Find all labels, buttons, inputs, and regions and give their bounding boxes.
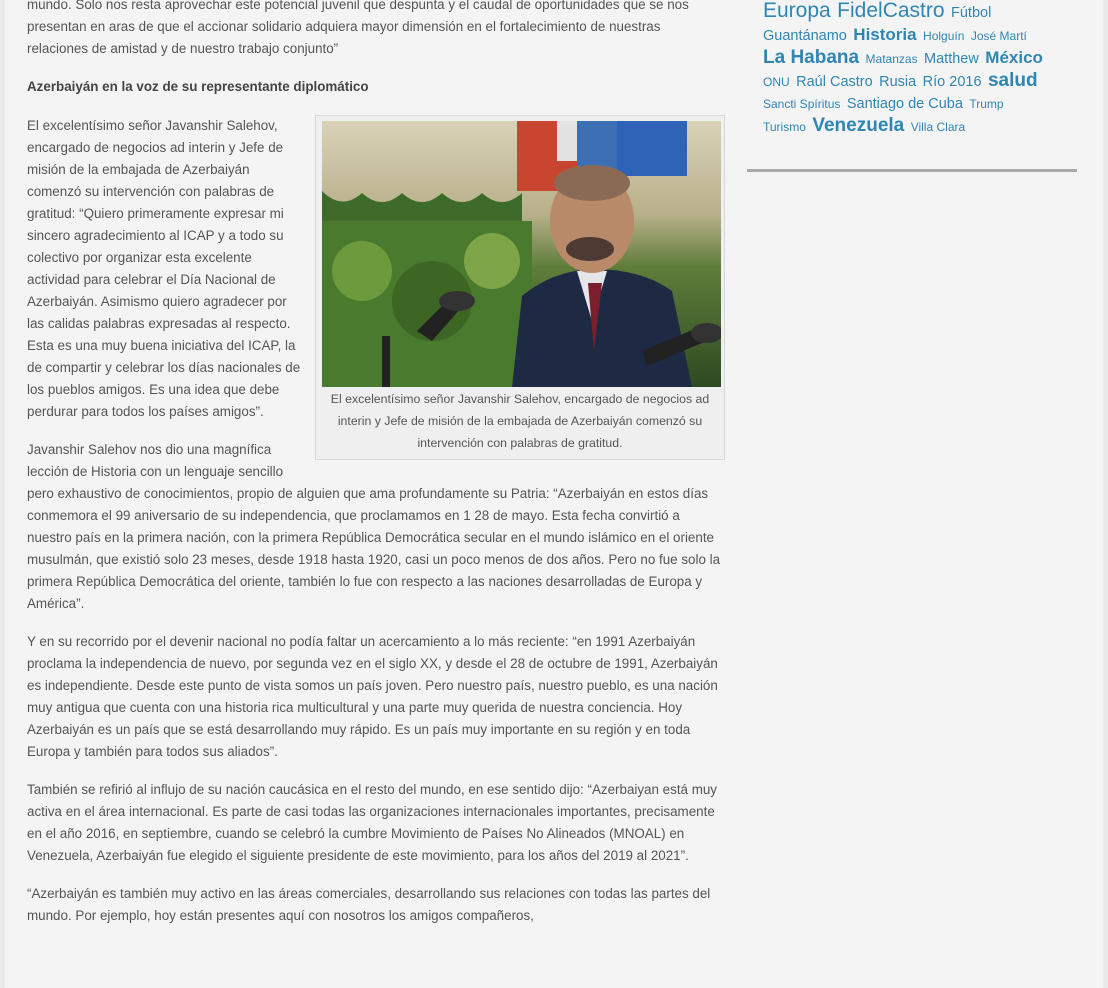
sidebar-divider <box>747 169 1077 172</box>
sidebar <box>763 0 1093 138</box>
tag-link[interactable]: La Habana <box>763 47 860 68</box>
tag-link[interactable]: salud <box>987 70 1038 91</box>
tag-link[interactable]: México <box>985 48 1043 67</box>
tag-link[interactable]: Venezuela <box>812 115 905 136</box>
tag-link[interactable]: FidelCastro <box>837 0 945 22</box>
tag-link[interactable]: Guantánamo <box>763 28 847 44</box>
page <box>5 0 1103 988</box>
article-paragraph: Javanshir Salehov nos dio una magnífica lección de Historia con un lenguaje sencillo pero exhaustivo de conocimientos, propio de alguien que ama profundamente su Patria: “Azerbaiyán en estos días conmemora el 99 aniversario de su independencia, que proclamamos en 1 28 de mayo. Esta fecha convirtió a nuestro país en la primera nación, con la primera República Democrática secular en el mundo islámico en el oriente musulmán, que existió solo 23 meses, desde 1918 hasta 1920, casi un poco menos de dos años. Pero no fue solo la primera República Democrática del oriente, también lo fue con respecto a las naciones desarrolladas de Europa y América”. <box>27 442 721 611</box>
article-paragraph: “Azerbaiyán es también muy activo en las áreas comerciales, desarrollando sus relaciones con todas las partes del mundo. Por ejemplo, hoy están presentes aquí con nosotros los amigos compañeros, <box>27 886 711 923</box>
tag-link[interactable]: Raúl Castro <box>796 74 873 90</box>
figure-caption: El excelentísimo señor Javanshir Salehov, encargado de negocios ad interin y Jefe de misión de la embajada de Azerbaiyán comenzó su intervención con palabras de gratitud. <box>330 392 710 450</box>
intro-paragraph: mundo. Solo nos resta aprovechar este potencial juvenil que despunta y el caudal de oportunidades que se nos presentan en aras de que el accionar solidario adquiera mayor dimensión en el fortalecimiento de nuestras relaciones de amistad y de nuestro trabajo conjunto” <box>27 0 689 56</box>
tag-link[interactable]: Río 2016 <box>922 74 982 90</box>
tag-link[interactable]: Fútbol <box>951 5 992 21</box>
section-subheading: Azerbaiyán en la voz de su representante diplomático <box>27 79 369 94</box>
article-paragraph: El excelentísimo señor Javanshir Salehov, encargado de negocios ad interin y Jefe de misión de la embajada de Azerbaiyán comenzó su intervención con palabras de gratitud: “Quiero primeramente expresar mi sincero agradecimiento al ICAP y a todo su colectivo por organizar esta excelente actividad para celebrar el Día Nacional de Azerbaiyán. Asimismo quiero agradecer por las calidas palabras expresadas al respecto. Esta es una muy buena iniciativa del ICAP, la de compartir y celebrar los días nacionales de los pueblos amigos. Es una idea que debe perdurar para todos los países amigos”. <box>27 118 301 419</box>
tag-link[interactable]: Matthew <box>924 51 979 67</box>
tag-link[interactable]: Holguín <box>923 29 965 43</box>
tag-cloud <box>763 0 1053 138</box>
tag-link[interactable]: Trump <box>969 97 1004 111</box>
speaker-photo-image <box>322 121 721 387</box>
tag-link[interactable]: Villa Clara <box>910 120 966 134</box>
tag-link[interactable]: Historia <box>853 25 917 44</box>
article-body <box>27 0 721 943</box>
tag-link[interactable]: Europa <box>763 0 831 22</box>
article-paragraph: También se refirió al influjo de su nación caucásica en el resto del mundo, en ese sentido dijo: “Azerbaiyan está muy activa en el área internacional. Es parte de casi todas las organizaciones internacionales importantes, precisamente en el año 2016, en septiembre, cuando se celebró la cumbre Movimiento de Países No Alineados (MNOAL) en Venezuela, Azerbaiyán fue elegido el siguiente presidente de este movimiento, para los años del 2019 al 2021”. <box>27 782 718 863</box>
tag-link[interactable]: ONU <box>763 75 790 89</box>
photo-speaker[interactable] <box>322 121 721 387</box>
tag-link[interactable]: Matanzas <box>865 52 918 66</box>
tag-link[interactable]: José Martí <box>970 29 1027 43</box>
tag-link[interactable]: Sancti Spíritus <box>763 97 841 111</box>
tag-link[interactable]: Turismo <box>763 120 806 134</box>
article-figure <box>315 115 725 460</box>
article-paragraph: Y en su recorrido por el devenir nacional no podía faltar un acercamiento a lo más reciente: “en 1991 Azerbaiyán proclama la independencia de nuevo, por segunda vez en el siglo XX, y desde el 28 de octubre de 1991, Azerbaiyán es independiente. Desde este punto de vista somos un país joven. Pero nuestro país, nuestro pueblo, es una nación muy antigua que cuenta con una historia rica multicultural y una parte muy querida de nuestra conciencia. Hoy Azerbaiyán es un país que se está desarrollando muy rápido. Es un país muy importante en su región y en toda Europa y también para todos sus aliados”. <box>27 634 718 759</box>
tag-link[interactable]: Rusia <box>879 74 917 90</box>
tag-link[interactable]: Santiago de Cuba <box>846 96 963 112</box>
